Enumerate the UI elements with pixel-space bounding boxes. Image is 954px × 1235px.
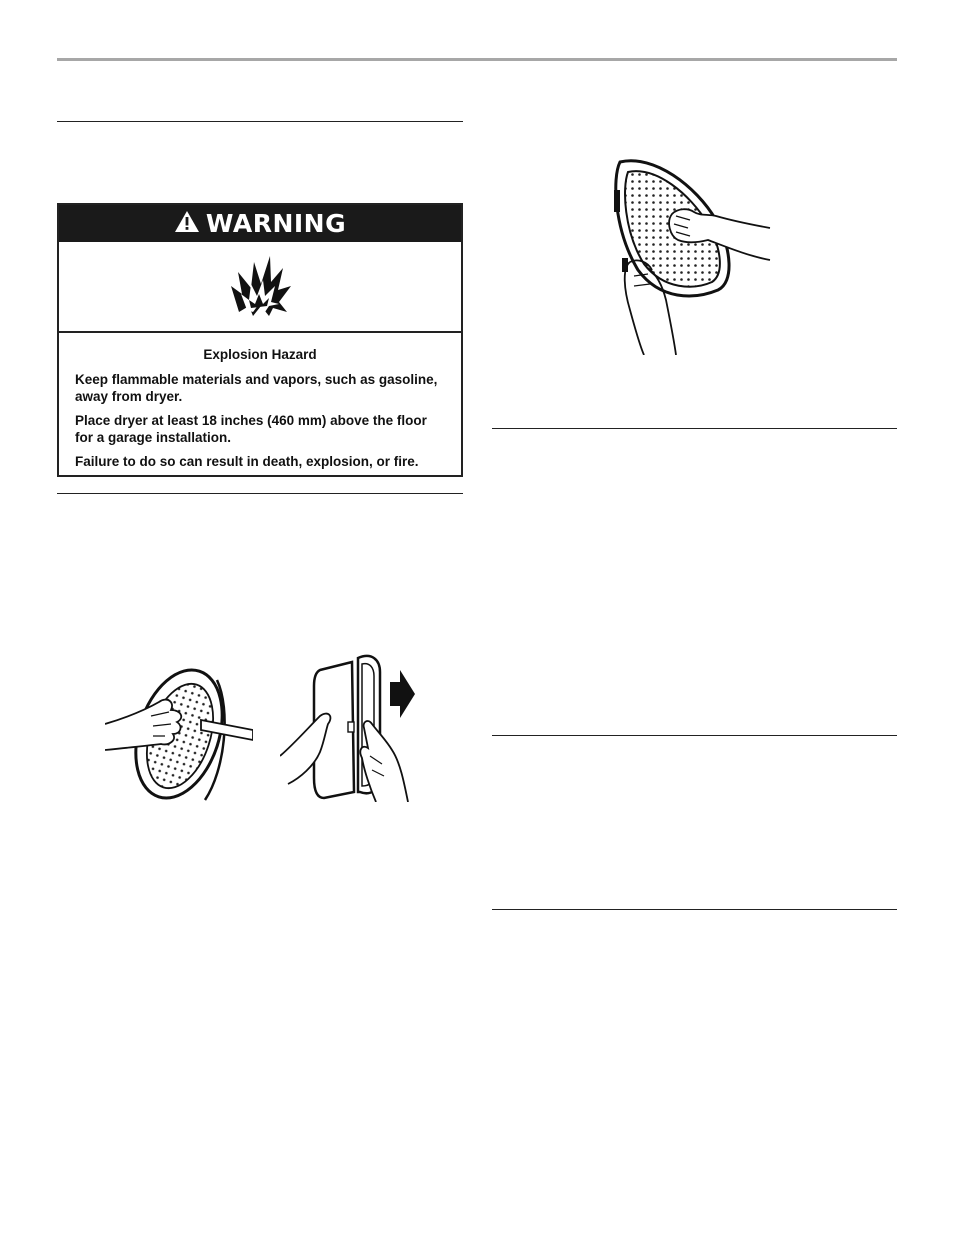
warning-title: WARNING: [205, 209, 347, 238]
lint-screen-cleaning-illustration: [608, 150, 773, 355]
section-rule-left-1: [57, 121, 463, 122]
explosion-icon: [225, 250, 295, 323]
lint-screen-removal-illustration: [105, 660, 253, 802]
section-rule-right-1: [492, 428, 897, 429]
hazard-name: Explosion Hazard: [203, 347, 317, 362]
section-rule-right-2: [492, 735, 897, 736]
section-rule-right-3: [492, 909, 897, 910]
warning-body: [59, 333, 461, 471]
hazard-line-garage: Place dryer at least 18 inches (460 mm) above the floor for a garage installation.: [75, 413, 427, 445]
hazard-line-consequence: Failure to do so can result in death, explosion, or fire.: [75, 454, 419, 469]
lint-screen-pull-illustration: [280, 652, 415, 802]
hazard-line-flammable: Keep flammable materials and vapors, such as gasoline, away from dryer.: [75, 372, 438, 404]
section-rule-left-2: [57, 493, 463, 494]
warning-header: [59, 205, 461, 242]
warning-box: [57, 203, 463, 477]
alert-triangle-icon: [174, 210, 200, 238]
page-top-rule: [57, 58, 897, 61]
warning-symbol-area: [59, 242, 461, 333]
